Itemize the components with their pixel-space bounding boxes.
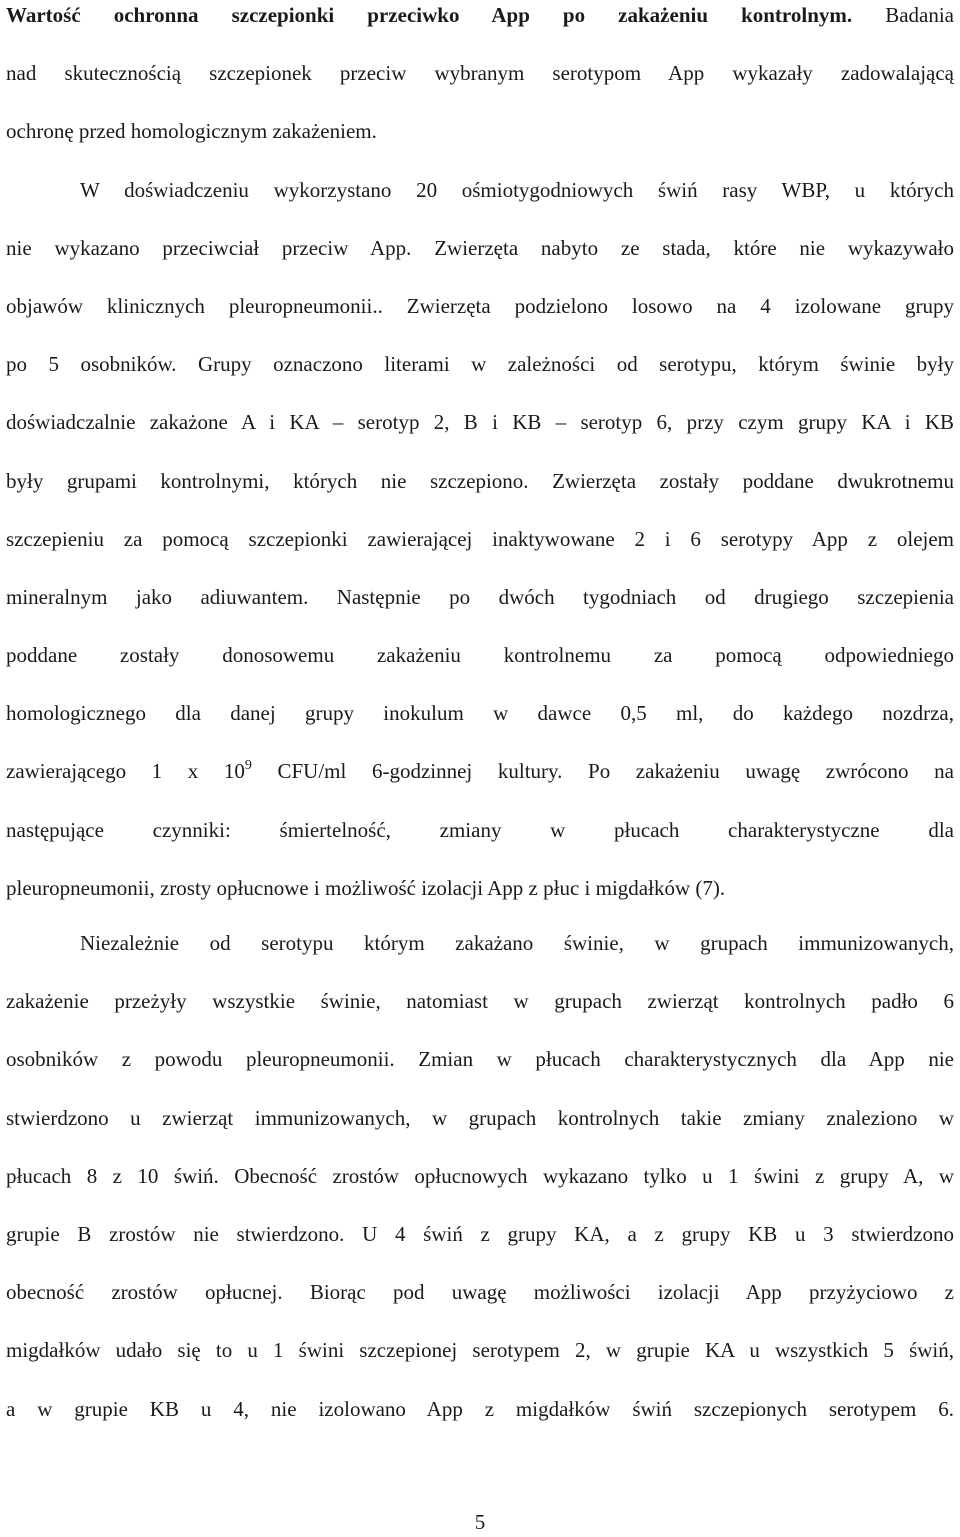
text-fragment: zawierającego 1 x 10 bbox=[6, 759, 245, 784]
text-line: ochronę przed homologicznym zakażeniem. bbox=[6, 119, 377, 144]
text-line: były grupami kontrolnymi, których nie szczepiono. Zwierzęta zostały poddane dwukrotnemu bbox=[6, 468, 954, 493]
text-line: obecność zrostów opłucnej. Biorąc pod uwagę możliwości izolacji App przyżyciowo z bbox=[6, 1280, 954, 1305]
text-line: osobników z powodu pleuropneumonii. Zmian w płucach charakterystycznych dla App nie bbox=[6, 1047, 954, 1072]
text-line: homologicznego dla danej grupy inokulum w dawce 0,5 ml, do każdego nozdrza, bbox=[6, 701, 954, 726]
text-line: pleuropneumonii, zrosty opłucnowe i możliwość izolacji App z płuc i migdałków (7). bbox=[6, 875, 726, 900]
page-number: 5 bbox=[474, 1510, 486, 1534]
text-line: Niezależnie od serotypu którym zakażano świnie, w grupach immunizowanych, bbox=[80, 931, 954, 955]
section-heading: Wartość ochronna szczepionki przeciwko App po zakażeniu kontrolnym. bbox=[6, 3, 853, 27]
text-line: po 5 osobników. Grupy oznaczono literami w zależności od serotypu, którym świnie były bbox=[6, 352, 954, 377]
text-line: zakażenie przeżyły wszystkie świnie, natomiast w grupach zwierząt kontrolnych padło 6 bbox=[6, 989, 954, 1014]
text-fragment: CFU/ml 6-godzinnej kultury. Po zakażeniu uwagę zwrócono na bbox=[251, 759, 954, 784]
text-line bbox=[6, 0, 954, 44]
text-line: W doświadczeniu wykorzystano 20 ośmiotygodniowych świń rasy WBP, u których bbox=[80, 177, 954, 202]
text-line: nad skutecznością szczepionek przeciw wybranym serotypom App wykazały zadowalającą bbox=[6, 61, 954, 86]
text-line: grupie B zrostów nie stwierdzono. U 4 świń z grupy KA, a z grupy KB u 3 stwierdzono bbox=[6, 1221, 954, 1246]
text-line: poddane zostały donosowemu zakażeniu kontrolnemu za pomocą odpowiedniego bbox=[6, 643, 954, 668]
text-line: objawów klinicznych pleuropneumonii.. Zwierzęta podzielono losowo na 4 izolowane grupy bbox=[6, 293, 954, 318]
text-line: migdałków udało się to u 1 świni szczepionej serotypem 2, w grupie KA u wszystkich 5 świń, bbox=[6, 1338, 954, 1363]
text-line bbox=[6, 742, 954, 800]
text-line: doświadczalnie zakażone A i KA – serotyp 2, B i KB – serotyp 6, przy czym grupy KA i KB bbox=[6, 410, 954, 435]
paragraph-vaccine-protection bbox=[6, 0, 954, 917]
text-line: stwierdzono u zwierząt immunizowanych, w grupach kontrolnych takie zmiany znaleziono w bbox=[6, 1105, 954, 1130]
text-line: szczepieniu za pomocą szczepionki zawierającej inaktywowane 2 i 6 serotypy App z olejem bbox=[6, 526, 954, 551]
text-line: a w grupie KB u 4, nie izolowano App z migdałków świń szczepionych serotypem 6. bbox=[6, 1396, 954, 1421]
text-line: mineralnym jako adiuwantem. Następnie po dwóch tygodniach od drugiego szczepienia bbox=[6, 584, 954, 609]
text-line: płucach 8 z 10 świń. Obecność zrostów opłucnowych wykazano tylko u 1 świni z grupy A, w bbox=[6, 1163, 954, 1188]
text-fragment: Badania bbox=[852, 3, 954, 27]
text-line: nie wykazano przeciwciał przeciw App. Zwierzęta nabyto ze stada, które nie wykazywało bbox=[6, 235, 954, 260]
text-line: następujące czynniki: śmiertelność, zmiany w płucach charakterystyczne dla bbox=[6, 817, 954, 842]
superscript-exponent: 9 bbox=[244, 758, 252, 774]
paragraph-results bbox=[6, 914, 954, 1438]
